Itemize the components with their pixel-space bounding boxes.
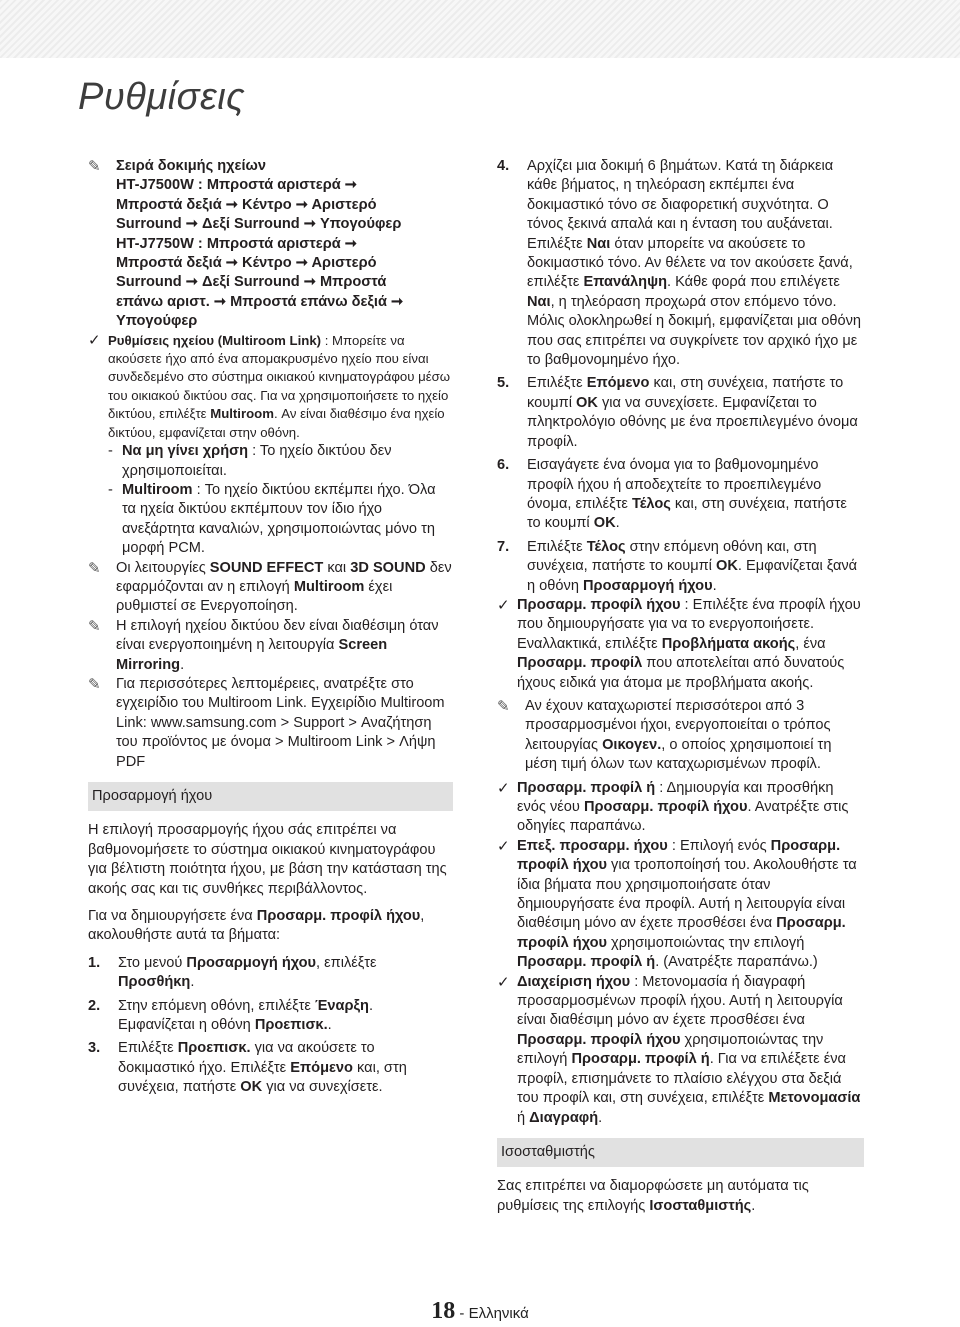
option-text: . Αν είναι διαθέσιμο ένα ηχείο δικτύου, εμφανίζεται στην οθόνη.: [108, 406, 445, 440]
option-text: : Επιλέξτε ένα προφίλ ήχου που δημιουργήσατε για να το ενεργοποιήσετε. Εναλλακτικά, επιλέξτε: [517, 596, 861, 652]
option-term: Μετονομασία: [768, 1090, 861, 1107]
option-text: . (Ανατρέξτε παραπάνω.): [655, 954, 818, 971]
right-column: [497, 157, 864, 1216]
step-1: [88, 954, 453, 993]
dash-bullet: -: [108, 481, 113, 498]
step-term: Επόμενο: [290, 1059, 353, 1076]
option-manage-profiles: [497, 973, 864, 1128]
step-text: .: [190, 974, 195, 991]
step-term: OK: [576, 394, 598, 411]
option-term: Προσαρμ. προφίλ ή: [571, 1051, 710, 1068]
step-text: για να συνεχίσετε.: [262, 1079, 383, 1096]
option-text: : Μετονομασία ή διαγραφή προσαρμοσμένων προφίλ ήχου. Αυτή η λειτουργία είναι διαθέσιμη μόνο αν έχετε προσθέσει ένα: [517, 973, 843, 1029]
step-term: Έναρξη: [314, 997, 369, 1014]
option-label: Επεξ. προσαρμ. ήχου: [517, 837, 668, 854]
pencil-note-icon: ✎: [88, 158, 101, 175]
note-family-mode: [497, 697, 864, 775]
option-label: Προσαρμ. προφίλ ήχου: [517, 596, 681, 613]
left-column: [88, 157, 453, 1098]
paragraph-equalizer: [497, 1177, 864, 1216]
option-term: Προσαρμ. προφίλ ήχου: [517, 915, 846, 951]
note-term: 3D SOUND: [350, 559, 426, 576]
step-text: .: [615, 515, 620, 532]
step-text: Εισαγάγετε ένα όνομα για το βαθμονομημένο προφίλ ήχου ή αποδεχτείτε το προεπιλεγμένο όνομα, επιλέξτε: [527, 457, 822, 512]
option-label: Ρυθμίσεις ηχείου (Multiroom Link): [108, 332, 322, 348]
step-text: για να ακούσετε το δοκιμαστικό ήχο. Επιλέξτε: [118, 1040, 375, 1076]
option-term: Προσαρμ. προφίλ: [517, 655, 643, 672]
step-text: . Κάθε φορά που επιλέγετε: [667, 274, 840, 291]
step-2: [88, 997, 453, 1036]
option-text: : Δημιουργία και προσθήκη ενός νέου: [517, 779, 834, 815]
para-term: Προσαρμ. προφίλ ήχου: [256, 908, 421, 925]
pencil-note-icon: ✎: [497, 697, 510, 715]
step-text: Επιλέξτε: [527, 375, 587, 392]
option-text: . Ανατρέξτε στις οδηγίες παραπάνω.: [517, 799, 849, 835]
dash-bullet: -: [108, 443, 113, 460]
note-line: επάνω αριστ. ➞ Μπροστά επάνω δεξιά ➞: [116, 293, 404, 310]
option-text: .: [598, 1109, 603, 1126]
step-term: Επανάληψη: [583, 274, 667, 291]
option-label: Προσαρμ. προφίλ ή: [517, 779, 656, 796]
pencil-note-icon: ✎: [88, 559, 101, 577]
option-text: για τροποποίησή του. Ακολουθήστε τα ίδια βήματα που χρησιμοποιήσατε όταν δημιουργήσατε ένα προφίλ. Αυτή η λειτουργία είναι διαθέσιμη μόνο αν έχετε προσθέσει ένα: [517, 857, 857, 932]
step-text: στην επόμενη οθόνη και, στη συνέχεια, πατήστε το κουμπί: [527, 538, 817, 575]
step-text: και, στη συνέχεια, πατήστε: [118, 1059, 407, 1096]
step-text: και, στη συνέχεια, πατήστε το κουμπί: [527, 495, 847, 532]
step-7: [497, 538, 864, 596]
option-term: Διαγραφή: [529, 1109, 599, 1126]
option-text: που αποτελείται από δυνατούς ήχους ειδικά για άτομα με προβλήματα ακοής.: [517, 655, 845, 691]
option-add-profile: [497, 779, 864, 837]
step-term: Επόμενο: [586, 375, 650, 392]
note-text: Η επιλογή ηχείου δικτύου δεν είναι διαθέσιμη όταν είναι ενεργοποιημένη η λειτουργία: [116, 617, 439, 654]
step-number: 5.: [497, 375, 510, 392]
option-term: Multiroom: [210, 406, 274, 422]
step-text: και, στη συνέχεια, πατήστε το κουμπί: [527, 375, 844, 411]
step-term: Ναι: [586, 235, 611, 252]
step-text: . Εμφανίζεται ξανά η οθόνη: [527, 558, 858, 594]
step-5: [497, 374, 864, 452]
check-mark-icon: ✓: [497, 973, 510, 991]
note-term: Multiroom: [293, 578, 365, 595]
pencil-note-icon: ✎: [88, 617, 101, 635]
step-text: Στο μενού: [118, 954, 187, 971]
option-term: Προσαρμ. προφίλ ήχου: [517, 837, 841, 874]
note-text: Οι λειτουργίες: [116, 559, 210, 576]
step-term: Προσαρμογή ήχου: [186, 954, 317, 971]
step-term: OK: [715, 558, 738, 575]
note-speaker-test-order: [88, 157, 453, 332]
option-text: χρησιμοποιώντας την επιλογή: [606, 934, 805, 951]
step-text: Επιλέξτε: [118, 1040, 178, 1057]
step-4: [497, 157, 864, 370]
note-line: Surround ➞ Δεξί Surround ➞ Υπογούφερ: [116, 216, 402, 233]
option-text: , ένα: [795, 635, 826, 652]
sub-option-label: Multiroom: [122, 481, 193, 498]
note-text: Για περισσότερες λεπτομέρειες, ανατρέξτε στο εγχειρίδιο του Multiroom Link. Εγχειρίδιο Multiroom Link: www.samsung.com > Support > Αναζήτηση του προϊόντος με όνομα > Multiroom Link > Λήψη PDF: [116, 675, 445, 770]
note-text: Αν έχουν καταχωριστεί περισσότεροι από 3 προσαρμοσμένοι ήχοι, ενεργοποιείται ο τρόπος λειτουργίας: [525, 697, 831, 753]
step-3: [88, 1039, 453, 1097]
sub-option-multiroom: [88, 481, 453, 559]
note-term: SOUND EFFECT: [209, 559, 324, 576]
para-text: , ακολουθήστε αυτά τα βήματα:: [88, 908, 425, 944]
step-number: 1.: [88, 954, 101, 971]
option-term: Προσαρμ. προφίλ ήχου: [517, 1031, 681, 1048]
section-heading-sound-customise: Προσαρμογή ήχου: [88, 782, 453, 811]
step-text: , επιλέξτε: [316, 954, 377, 971]
option-text: ή: [517, 1109, 530, 1126]
option-term: Προσαρμ. προφίλ ήχου: [583, 799, 748, 815]
paragraph-intro: Η επιλογή προσαρμογής ήχου σάς επιτρέπει να βαθμονομήσετε το σύστημα οικιακού κινηματογράφου για βέλτιστη ποιότητα ήχου, με βάση την κατάσταση της ακοής σας και τις συνθήκες περιβάλλοντος.: [88, 822, 447, 897]
option-label: Διαχείριση ήχου: [517, 973, 631, 990]
note-line: Μπροστά δεξιά ➞ Κέντρο ➞ Αριστερό: [116, 255, 377, 272]
note-heading: Σειρά δοκιμής ηχείων: [116, 158, 266, 174]
step-number: 7.: [497, 538, 510, 555]
page-title: Ρυθμίσεις: [78, 76, 246, 118]
pencil-note-icon: ✎: [88, 675, 101, 693]
paragraph-create-profile: [88, 907, 453, 946]
step-text: . Εμφανίζεται η οθόνη: [118, 997, 374, 1034]
header-pattern-band: [0, 0, 960, 58]
step-term: Προεπισκ.: [177, 1040, 251, 1057]
step-text: Αρχίζει μια δοκιμή 6 βημάτων. Κατά τη διάρκεια κάθε βήματος, η τηλεόραση εκπέμπει ένα δοκιμαστικό τόνο σε διαφορετική συχνότητα. Ο τόνος ξεκινά απαλά και η ένταση του αυξάνεται. Επιλέξτε: [527, 158, 834, 252]
step-text: , η τηλεόραση προχωρά στον επόμενο τόνο. Μόλις ολοκληρωθεί η δοκιμή, εμφανίζεται μια οθόνη που σας επιτρέπει να συγκρίνετε τον αρχικό ήχο με το βαθμονομημένο ήχο.: [527, 293, 862, 369]
note-line: HT-J7750W : Μπροστά αριστερά ➞: [116, 235, 357, 252]
step-number: 2.: [88, 997, 101, 1014]
option-text: : Επιλογή ενός: [667, 837, 771, 854]
note-line: Υπογούφερ: [116, 313, 198, 330]
option-text: χρησιμοποιώντας την επιλογή: [517, 1031, 824, 1068]
option-speaker-settings: [88, 332, 453, 442]
note-screen-mirroring: [88, 617, 453, 675]
note-text: δεν εφαρμόζονται αν η επιλογή: [116, 559, 452, 595]
step-number: 6.: [497, 457, 510, 474]
step-term: Προεπισκ.: [254, 1017, 328, 1034]
option-edit-profile: [497, 837, 864, 973]
sub-option-do-not-use: [88, 442, 453, 481]
section-heading-equalizer: Ισοσταθμιστής: [497, 1138, 864, 1167]
check-mark-icon: ✓: [88, 331, 101, 349]
note-term: Screen Mirroring: [116, 637, 388, 673]
check-mark-icon: ✓: [497, 779, 510, 797]
step-text: για να συνεχίσετε. Εμφανίζεται το πληκτρολόγιο οθόνης με ένα προεπιλεγμένο όνομα προφίλ.: [527, 394, 858, 450]
option-text: : Μπορείτε να ακούσετε ήχο από ένα απομακρυσμένο ηχείο που είναι συνδεδεμένο στο σύστημα οικιακού κινηματογράφου μέσω του οικιακού δικτύου σας. Για να χρησιμοποιήσετε το ηχείο δικτύου, επιλέξτε: [108, 332, 451, 422]
step-term: Τέλος: [586, 538, 626, 555]
para-text: .: [751, 1197, 756, 1214]
sub-option-text: : Το ηχείο δικτύου δεν χρησιμοποιείται.: [122, 443, 392, 479]
sub-option-text: : Το ηχείο δικτύου εκπέμπει ήχο. Όλα τα ηχεία δικτύου εκπέμπουν τον ίδιο ήχο ανεξάρτητα καναλιών, χρησιμοποιώντας μόνο τη μορφή PCM.: [122, 481, 436, 557]
page-language: - Ελληνικά: [455, 1305, 529, 1322]
para-text: Σας επιτρέπει να διαμορφώσετε μη αυτόματα τις ρυθμίσεις της επιλογής: [497, 1178, 809, 1214]
page-number: 18: [431, 1298, 456, 1324]
note-multiroom-manual: [88, 675, 453, 772]
note-sound-effect: [88, 559, 453, 617]
step-term: Προσθήκη: [118, 974, 191, 991]
step-6: [497, 456, 864, 534]
note-text: .: [180, 656, 185, 673]
option-text: . Για να επιλέξετε ένα προφίλ, επισημάνετε το πλαίσιο ελέγχου στα δεξιά του προφίλ και, στη συνέχεια, επιλέξτε: [517, 1051, 846, 1107]
para-term: Ισοσταθμιστής: [649, 1197, 752, 1214]
option-term: Προβλήματα ακοής: [661, 635, 796, 652]
page-footer: [0, 1298, 960, 1325]
step-number: 3.: [88, 1040, 101, 1057]
note-line: HT-J7500W : Μπροστά αριστερά ➞: [116, 177, 357, 194]
note-text: και: [323, 559, 351, 576]
step-number: 4.: [497, 158, 510, 174]
option-term: Προσαρμ. προφίλ ή: [517, 954, 656, 971]
para-text: Για να δημιουργήσετε ένα: [88, 908, 257, 925]
step-term: Τέλος: [631, 495, 671, 512]
check-mark-icon: ✓: [497, 837, 510, 855]
check-mark-icon: ✓: [497, 596, 510, 614]
sub-option-label: Να μη γίνει χρήση: [122, 443, 249, 460]
note-text: , ο οποίος χρησιμοποιεί τη μέση τιμή όλων των καταχωρισμένων προφίλ.: [525, 736, 832, 773]
step-term: OK: [240, 1079, 263, 1096]
step-text: Επιλέξτε: [527, 538, 587, 555]
step-text: Στην επόμενη οθόνη, επιλέξτε: [118, 997, 315, 1014]
step-term: Ναι: [527, 293, 551, 310]
note-line: Μπροστά δεξιά ➞ Κέντρο ➞ Αριστερό: [116, 196, 377, 213]
step-text: .: [712, 577, 717, 594]
step-text: όταν μπορείτε να ακούσετε το δοκιμαστικό τόνο. Αν θέλετε να τον ακούσετε ξανά, επιλέξτε: [527, 235, 853, 291]
note-line: Surround ➞ Δεξί Surround ➞ Μπροστά: [116, 274, 387, 291]
option-custom-profile: [497, 596, 864, 693]
step-term: Προσαρμογή ήχου: [583, 577, 713, 594]
step-text: .: [327, 1017, 332, 1034]
note-text: έχει ρυθμιστεί σε Ενεργοποίηση.: [116, 578, 393, 615]
note-term: Οικογεν.: [602, 736, 662, 753]
step-term: OK: [593, 515, 616, 532]
